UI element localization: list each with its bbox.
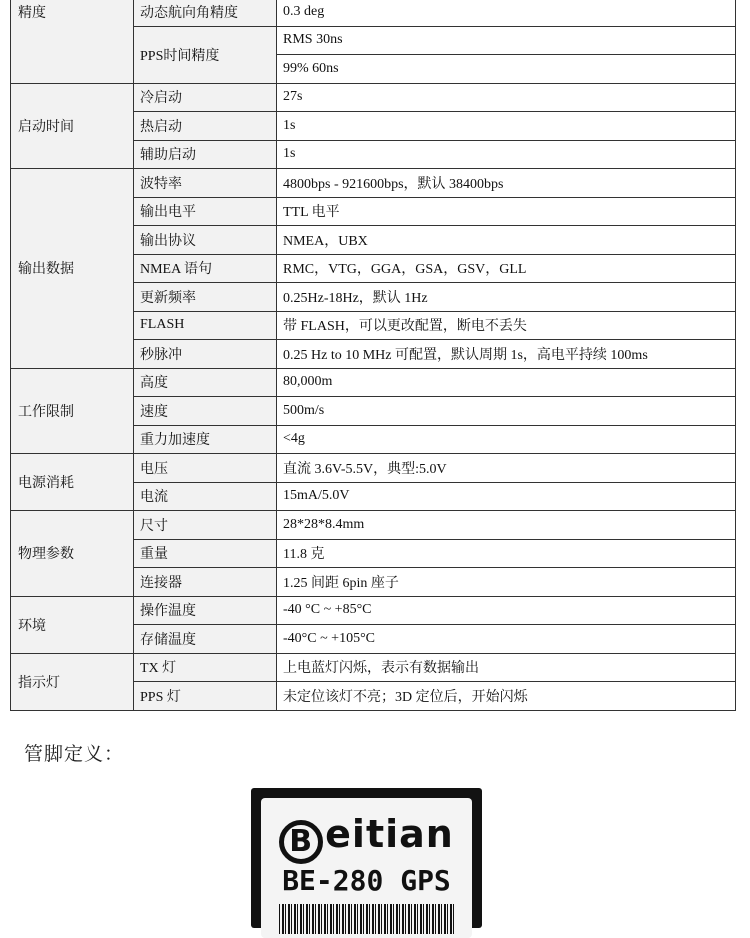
pin-definition-title: 管脚定义： xyxy=(24,743,125,765)
spec-item-value: <4g xyxy=(277,425,736,454)
spec-item-name: 速度 xyxy=(134,397,277,426)
spec-row xyxy=(11,596,736,625)
barcode xyxy=(279,904,454,934)
spec-category: 启动时间 xyxy=(11,83,134,169)
spec-item-name: 电压 xyxy=(134,454,277,483)
spec-item-name: 重量 xyxy=(134,539,277,568)
spec-item-value: TTL 电平 xyxy=(277,197,736,226)
spec-item-value: RMS 30ns xyxy=(277,26,736,55)
spec-row xyxy=(11,169,736,198)
spec-item-value: 11.8 克 xyxy=(277,539,736,568)
spec-row xyxy=(11,83,736,112)
spec-item-name: 辅助启动 xyxy=(134,140,277,169)
spec-row xyxy=(11,511,736,540)
spec-item-value: 上电蓝灯闪烁，表示有数据输出 xyxy=(277,653,736,682)
spec-item-value: 0.25Hz-18Hz，默认 1Hz xyxy=(277,283,736,312)
spec-item-name: 秒脉冲 xyxy=(134,340,277,369)
spec-category: 环境 xyxy=(11,596,134,653)
spec-category: 电源消耗 xyxy=(11,454,134,511)
spec-item-name: 存储温度 xyxy=(134,625,277,654)
spec-item-name: 尺寸 xyxy=(134,511,277,540)
spec-row xyxy=(11,0,736,26)
spec-category: 指示灯 xyxy=(11,653,134,710)
spec-item-name: FLASH xyxy=(134,311,277,340)
brand-logo xyxy=(261,812,472,864)
spec-item-name: 输出电平 xyxy=(134,197,277,226)
spec-item-value: 0.3 deg xyxy=(277,0,736,26)
spec-item-name: PPS 灯 xyxy=(134,682,277,711)
spec-item-name: 电流 xyxy=(134,482,277,511)
spec-item-name: 波特率 xyxy=(134,169,277,198)
spec-item-value: 15mA/5.0V xyxy=(277,482,736,511)
spec-item-value: -40°C ~ +105°C xyxy=(277,625,736,654)
spec-category: 物理参数 xyxy=(11,511,134,597)
spec-row xyxy=(11,454,736,483)
module-image xyxy=(251,788,482,928)
spec-item-value: 1s xyxy=(277,140,736,169)
spec-category: 输出数据 xyxy=(11,169,134,369)
brand-logo-text: eitian xyxy=(325,812,454,856)
spec-item-name: 操作温度 xyxy=(134,596,277,625)
module-model-name: BE-280 GPS xyxy=(282,864,451,897)
spec-table xyxy=(10,0,736,711)
spec-item-value: 0.25 Hz to 10 MHz 可配置，默认周期 1s，高电平持续 100ms xyxy=(277,340,736,369)
spec-item-name: 热启动 xyxy=(134,112,277,141)
spec-item-value: 4800bps - 921600bps，默认 38400bps xyxy=(277,169,736,198)
spec-item-name: 输出协议 xyxy=(134,226,277,255)
spec-item-value: NMEA，UBX xyxy=(277,226,736,255)
spec-item-name: 更新频率 xyxy=(134,283,277,312)
spec-row xyxy=(11,368,736,397)
spec-item-name: 重力加速度 xyxy=(134,425,277,454)
spec-item-value: 直流 3.6V-5.5V，典型:5.0V xyxy=(277,454,736,483)
spec-item-value: 99% 60ns xyxy=(277,55,736,84)
spec-item-name: PPS时间精度 xyxy=(134,26,277,83)
spec-item-value: 1.25 间距 6pin 座子 xyxy=(277,568,736,597)
module-label xyxy=(261,798,472,938)
spec-item-name: TX 灯 xyxy=(134,653,277,682)
spec-row xyxy=(11,653,736,682)
spec-item-value: 未定位该灯不亮；3D 定位后，开始闪烁 xyxy=(277,682,736,711)
spec-item-value: 27s xyxy=(277,83,736,112)
spec-item-value: 1s xyxy=(277,112,736,141)
spec-item-value: -40 °C ~ +85°C xyxy=(277,596,736,625)
spec-item-value: RMC，VTG，GGA，GSA，GSV，GLL xyxy=(277,254,736,283)
spec-item-value: 80,000m xyxy=(277,368,736,397)
spec-item-name: 动态航向角精度 xyxy=(134,0,277,26)
spec-item-value: 带 FLASH，可以更改配置，断电不丢失 xyxy=(277,311,736,340)
spec-item-value: 28*28*8.4mm xyxy=(277,511,736,540)
spec-item-value: 500m/s xyxy=(277,397,736,426)
spec-item-name: 连接器 xyxy=(134,568,277,597)
brand-logo-mark: B xyxy=(279,820,323,864)
spec-item-name: NMEA 语句 xyxy=(134,254,277,283)
spec-item-name: 高度 xyxy=(134,368,277,397)
spec-category: 工作限制 xyxy=(11,368,134,454)
spec-category: 精度 xyxy=(11,0,134,83)
spec-item-name: 冷启动 xyxy=(134,83,277,112)
